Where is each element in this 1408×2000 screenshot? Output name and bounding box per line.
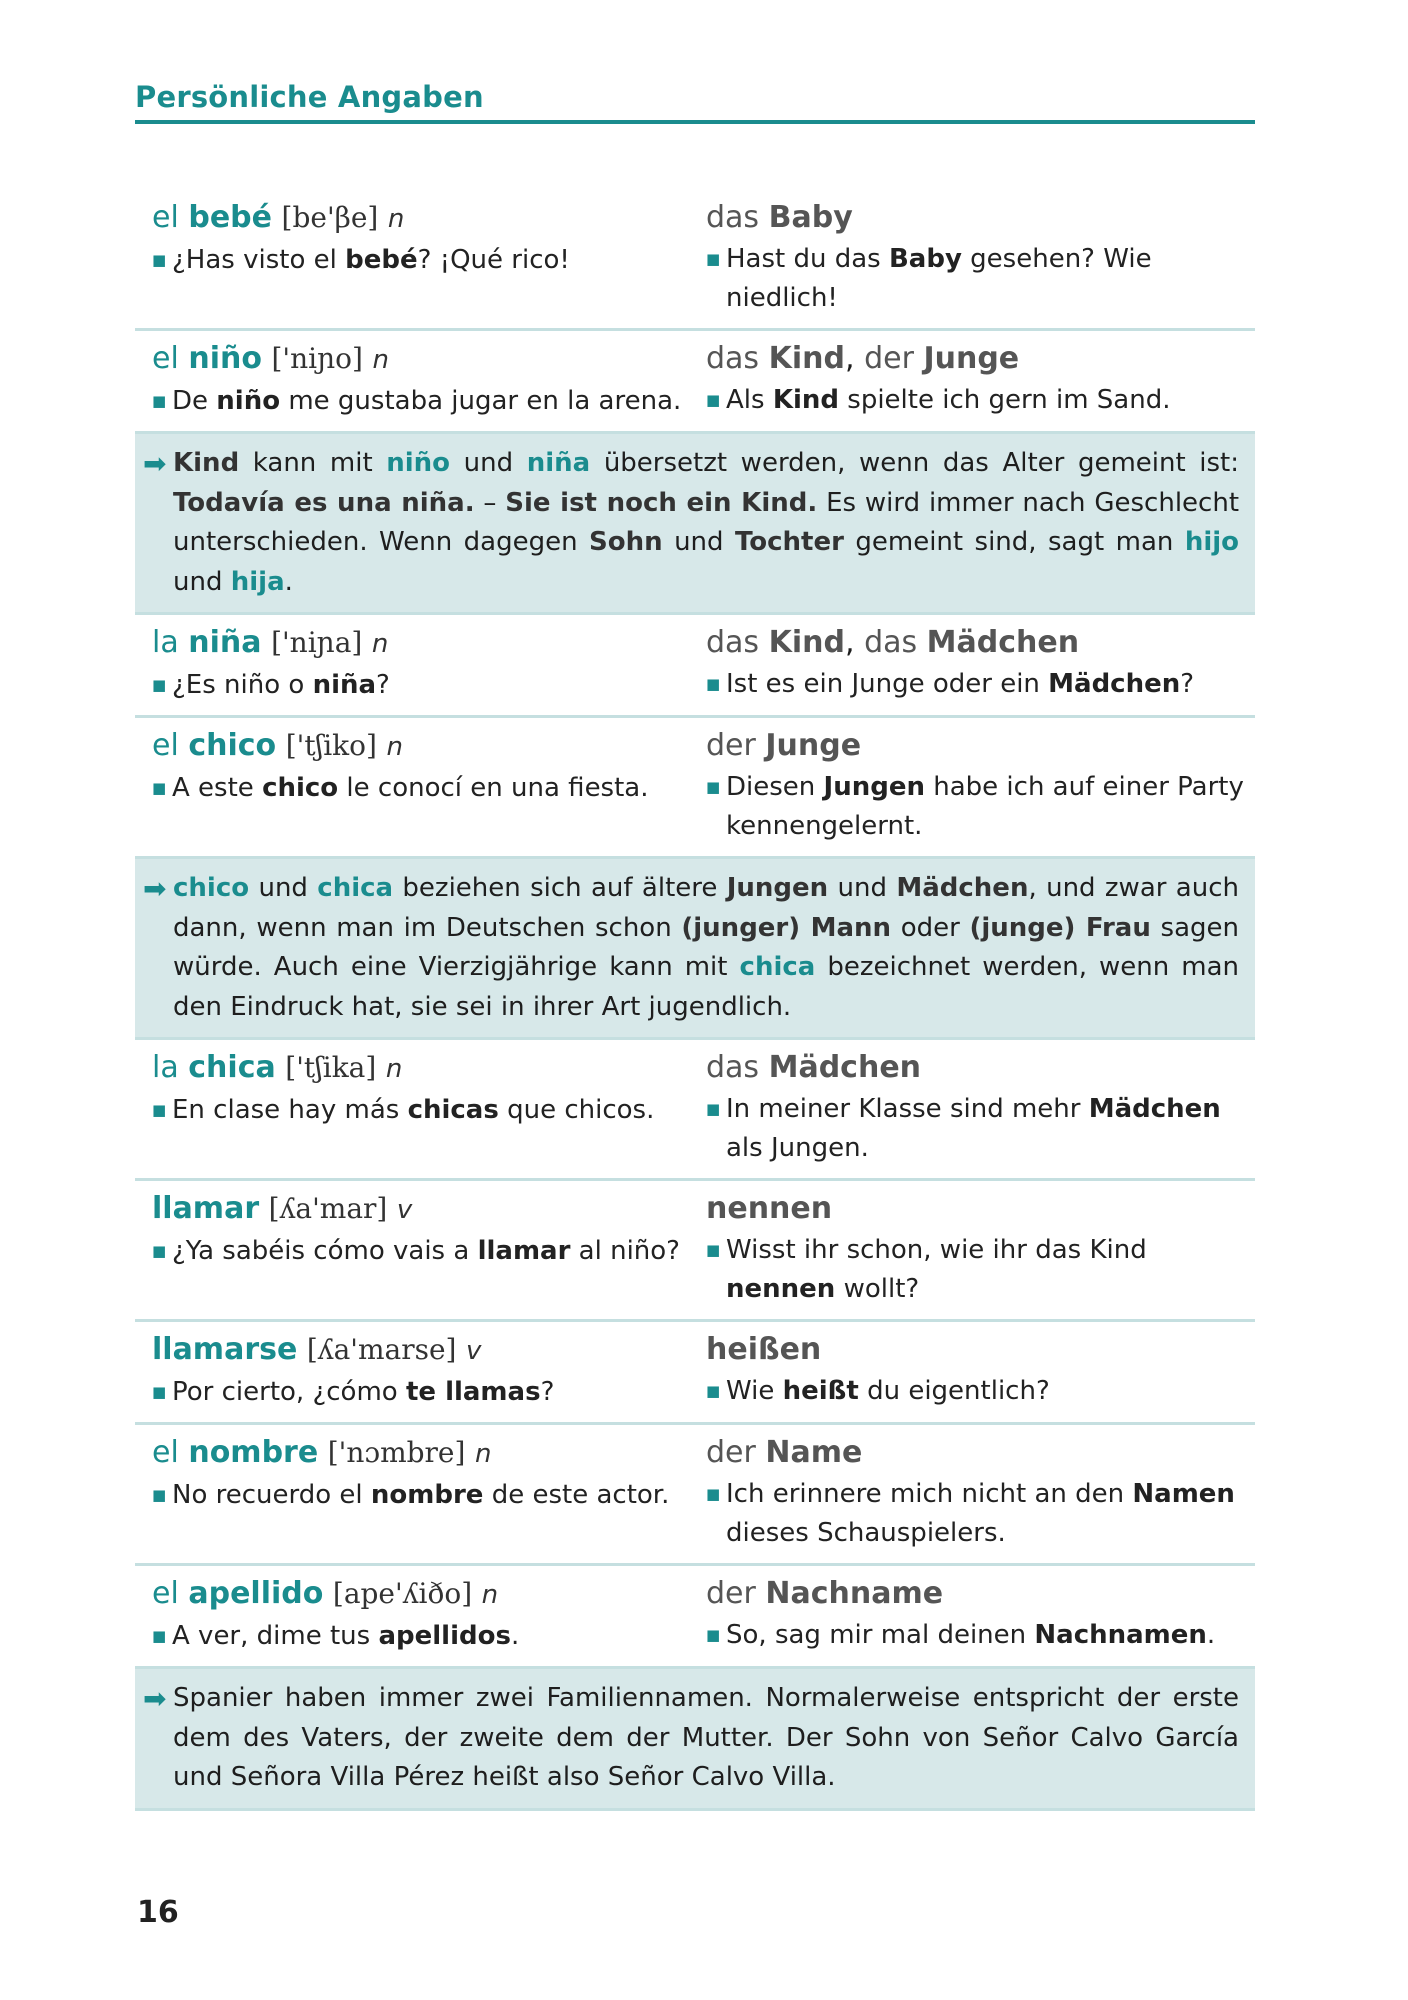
translation: heißen <box>706 1332 822 1367</box>
square-bullet-icon <box>152 1373 172 1412</box>
bold-term: (junger) Mann <box>681 912 892 943</box>
example-spanish <box>152 666 706 705</box>
square-bullet-icon <box>152 382 172 421</box>
article: das <box>706 1050 760 1085</box>
headword-line <box>152 621 706 666</box>
spanish-term: hija <box>230 566 285 597</box>
translation: Kind <box>768 341 845 376</box>
bold-term: chico <box>262 773 339 803</box>
translation: Mädchen <box>768 1050 922 1085</box>
article: el <box>152 200 179 235</box>
example-text: Ist es ein Junge oder ein Mädchen? <box>726 669 1195 699</box>
example-text: Por cierto, ¿cómo te llamas? <box>172 1377 555 1407</box>
german-column <box>706 621 1255 705</box>
example-text: Als Kind spielte ich gern im Sand. <box>726 385 1171 415</box>
spanish-term: niño <box>386 448 451 478</box>
headword-line <box>152 196 706 241</box>
translation-line <box>706 1431 1255 1475</box>
part-of-speech: n <box>481 1580 499 1610</box>
article: das <box>864 625 918 660</box>
example-text: A ver, dime tus apellidos. <box>172 1621 520 1651</box>
note-text: Kind kann mit niño und niña übersetzt werden, wenn das Alter gemeint ist: Todavía es una niña. – Sie ist noch ein Kind. Es wird immer nach Geschlecht unterschieden. Wenn dagegen Sohn und Tochter gemeint sind, sagt man hijo und hija. <box>173 448 1240 597</box>
bold-term: Nachnamen <box>1034 1620 1207 1650</box>
bold-term: te llamas <box>405 1377 541 1407</box>
spanish-column <box>135 337 706 421</box>
part-of-speech: v <box>466 1336 482 1366</box>
note-text: chico und chica beziehen sich auf ältere Jungen und Mädchen, und zwar auch dann, wenn man im Deutschen schon (junger) Mann oder (junge) Frau sagen würde. Auch eine Vierzigjährige kann mit chica bezeichnet werden, wenn man den Eindruck hat, sie sei in ihrer Art jugendlich. <box>173 873 1240 1022</box>
example-german <box>706 1616 1255 1655</box>
spanish-column <box>135 724 706 846</box>
example-spanish <box>152 769 706 808</box>
article: der <box>706 728 756 763</box>
note-text: Spanier haben immer zwei Familiennamen. Normalerweise entspricht der erste dem des Vaters, der zweite dem der Mutter. Der Sohn von Señor Calvo García und Señora Villa Pérez heißt also Señor Calvo Villa. <box>173 1683 1239 1792</box>
translation: Kind <box>768 625 845 660</box>
spanish-term: niña <box>526 448 591 478</box>
spanish-column <box>135 1328 706 1412</box>
translation: Name <box>765 1435 863 1470</box>
square-bullet-icon <box>706 1372 726 1411</box>
article: el <box>152 1435 179 1470</box>
translation: Junge <box>765 728 862 763</box>
example-spanish <box>152 1617 706 1656</box>
headword: niño <box>188 341 262 376</box>
bold-term: Mädchen <box>1088 1094 1221 1124</box>
square-bullet-icon <box>152 241 172 280</box>
part-of-speech: n <box>385 1054 403 1084</box>
article: la <box>152 1050 179 1085</box>
bold-term: Mädchen <box>1048 669 1181 699</box>
bold-term: heißt <box>782 1376 859 1406</box>
german-column <box>706 337 1255 421</box>
vocab-entry <box>135 1181 1255 1322</box>
spanish-term: chica <box>739 952 816 982</box>
square-bullet-icon <box>152 1091 172 1130</box>
vocab-entry <box>135 1322 1255 1425</box>
bold-term: Jungen <box>823 772 925 802</box>
example-german <box>706 1372 1255 1411</box>
square-bullet-icon <box>152 1232 172 1271</box>
example-text: De niño me gustaba jugar en la arena. <box>172 386 682 416</box>
bold-term: (junge) Frau <box>969 912 1151 943</box>
example-text: Wisst ihr schon, wie ihr das Kind nennen wollt? <box>726 1235 1147 1304</box>
page-header <box>135 80 1255 124</box>
pronunciation: [ape'ʎiðo] <box>332 1577 473 1610</box>
spanish-term: hijo <box>1184 527 1240 557</box>
square-bullet-icon <box>706 665 726 704</box>
translation-line <box>706 1187 1255 1231</box>
bold-term: apellidos <box>378 1621 511 1651</box>
article: der <box>706 1435 756 1470</box>
example-text: Diesen Jungen habe ich auf einer Party kennengelernt. <box>726 772 1244 841</box>
german-column <box>706 1431 1255 1553</box>
example-text: No recuerdo el nombre de este actor. <box>172 1480 670 1510</box>
bold-term: niña <box>312 670 377 700</box>
example-spanish <box>152 382 706 421</box>
part-of-speech: n <box>387 204 405 234</box>
headword: chico <box>188 728 277 763</box>
vocabulary-list <box>135 190 1255 1811</box>
example-text: A este chico le conocí en una fiesta. <box>172 773 649 803</box>
bold-term: Mädchen <box>896 873 1029 903</box>
vocab-entry <box>135 331 1255 434</box>
article: das <box>706 625 760 660</box>
part-of-speech: n <box>386 732 403 762</box>
bold-term: Jungen <box>726 873 829 903</box>
article: das <box>706 341 760 376</box>
article: das <box>706 200 760 235</box>
bold-term: Sohn <box>589 527 663 557</box>
german-column <box>706 1328 1255 1412</box>
example-german <box>706 240 1255 318</box>
vocab-entry <box>135 1425 1255 1566</box>
pronunciation: ['niɲo] <box>271 342 363 375</box>
article: el <box>152 1576 179 1611</box>
bold-term: Kind <box>772 385 840 415</box>
spanish-term: chico <box>173 873 250 903</box>
headword-line <box>152 1328 706 1373</box>
square-bullet-icon <box>706 1475 726 1553</box>
square-bullet-icon <box>152 666 172 705</box>
translation: Mädchen <box>926 625 1080 660</box>
example-text: Ich erinnere mich nicht an den Namen dieses Schauspielers. <box>726 1479 1235 1548</box>
headword-line <box>152 1431 706 1476</box>
part-of-speech: v <box>396 1195 413 1225</box>
translation-line <box>706 196 1255 240</box>
translation-line <box>706 1572 1255 1616</box>
headword-line <box>152 724 706 769</box>
german-column <box>706 1572 1255 1656</box>
translation-line: das Kind, der Junge <box>706 341 1020 376</box>
spanish-column <box>135 1046 706 1168</box>
headword-line <box>152 1187 706 1232</box>
example-spanish <box>152 1476 706 1515</box>
example-text: ¿Ya sabéis cómo vais a llamar al niño? <box>172 1236 680 1266</box>
part-of-speech: n <box>372 345 389 375</box>
translation: Nachname <box>765 1576 944 1611</box>
german-column <box>706 724 1255 846</box>
pronunciation: ['nɔmbre] <box>327 1436 466 1469</box>
spanish-term: chica <box>317 873 394 903</box>
arrow-right-icon: ➡ <box>143 1682 167 1715</box>
pronunciation: [ʎa'mar] <box>268 1192 388 1225</box>
section-title: Persönliche Angaben <box>135 80 1255 124</box>
example-text: ¿Has visto el bebé? ¡Qué rico! <box>172 245 570 275</box>
headword: niña <box>188 625 262 660</box>
example-text: ¿Es niño o niña? <box>172 670 390 700</box>
arrow-right-icon: ➡ <box>143 447 167 480</box>
headword: apellido <box>188 1576 324 1611</box>
example-german <box>706 381 1255 420</box>
example-german <box>706 665 1255 704</box>
square-bullet-icon <box>152 1476 172 1515</box>
article: la <box>152 625 179 660</box>
translation-line: das Kind, das Mädchen <box>706 625 1080 660</box>
vocab-entry <box>135 615 1255 718</box>
translation: nennen <box>706 1191 833 1226</box>
square-bullet-icon <box>706 1231 726 1309</box>
headword: nombre <box>188 1435 319 1470</box>
spanish-column <box>135 1187 706 1309</box>
example-german <box>706 1090 1255 1168</box>
translation-line <box>706 1046 1255 1090</box>
headword: chica <box>188 1050 276 1085</box>
bold-term: nombre <box>370 1480 484 1510</box>
bold-term: llamar <box>477 1236 571 1266</box>
german-column <box>706 1187 1255 1309</box>
translation: Baby <box>768 200 853 235</box>
example-spanish <box>152 1373 706 1412</box>
bold-term: Sie ist noch ein Kind. <box>505 487 818 518</box>
headword: llamarse <box>152 1332 298 1367</box>
vocab-entry <box>135 718 1255 859</box>
article: der <box>864 341 914 376</box>
part-of-speech: n <box>371 629 389 659</box>
bold-term: niño <box>216 386 281 416</box>
pronunciation: ['tʃika] <box>285 1051 377 1084</box>
bold-term: Baby <box>888 244 962 274</box>
square-bullet-icon <box>706 1616 726 1655</box>
headword-line <box>152 1572 706 1617</box>
spanish-column <box>135 196 706 318</box>
example-german <box>706 1231 1255 1309</box>
article: der <box>706 1576 756 1611</box>
translation-line <box>706 1328 1255 1372</box>
german-column <box>706 1046 1255 1168</box>
spanish-column <box>135 1572 706 1656</box>
usage-note <box>135 859 1255 1040</box>
vocab-entry <box>135 1040 1255 1181</box>
vocab-entry <box>135 190 1255 331</box>
headword-line <box>152 337 706 382</box>
bold-term: nennen <box>726 1274 836 1304</box>
square-bullet-icon <box>152 769 172 808</box>
headword-line <box>152 1046 706 1091</box>
translation: Junge <box>923 341 1020 376</box>
example-text: Hast du das Baby gesehen? Wie niedlich! <box>726 244 1152 313</box>
article: el <box>152 341 179 376</box>
article: el <box>152 728 179 763</box>
spanish-column <box>135 621 706 705</box>
pronunciation: ['tʃiko] <box>285 729 377 762</box>
page-number: 16 <box>137 1895 179 1930</box>
square-bullet-icon <box>706 768 726 846</box>
headword: llamar <box>152 1191 260 1226</box>
example-text: Wie heißt du eigentlich? <box>726 1376 1050 1406</box>
arrow-right-icon: ➡ <box>143 872 167 905</box>
example-text: En clase hay más chicas que chicos. <box>172 1095 655 1125</box>
square-bullet-icon <box>152 1617 172 1656</box>
bold-term: Todavía es una niña. <box>173 487 475 518</box>
example-text: In meiner Klasse sind mehr Mädchen als Jungen. <box>726 1094 1221 1163</box>
example-spanish <box>152 1091 706 1130</box>
usage-note <box>135 434 1255 615</box>
example-german <box>706 1475 1255 1553</box>
part-of-speech: n <box>474 1439 492 1469</box>
example-spanish <box>152 241 706 280</box>
vocab-entry <box>135 1566 1255 1669</box>
bold-term: Namen <box>1132 1479 1235 1509</box>
square-bullet-icon <box>706 240 726 318</box>
pronunciation: [ʎa'marse] <box>306 1333 457 1366</box>
german-column <box>706 196 1255 318</box>
pronunciation: [be'βe] <box>281 201 379 234</box>
bold-term: Tochter <box>734 527 844 557</box>
usage-note <box>135 1669 1255 1811</box>
bold-term: bebé <box>345 245 418 275</box>
example-german <box>706 768 1255 846</box>
example-spanish <box>152 1232 706 1271</box>
spanish-column <box>135 1431 706 1553</box>
example-text: So, sag mir mal deinen Nachnamen. <box>726 1620 1216 1650</box>
bold-term: chicas <box>407 1095 499 1125</box>
square-bullet-icon <box>706 381 726 420</box>
pronunciation: ['niɲa] <box>271 626 363 659</box>
headword: bebé <box>188 200 272 235</box>
square-bullet-icon <box>706 1090 726 1168</box>
bold-term: Kind <box>173 448 240 478</box>
translation-line <box>706 724 1255 768</box>
